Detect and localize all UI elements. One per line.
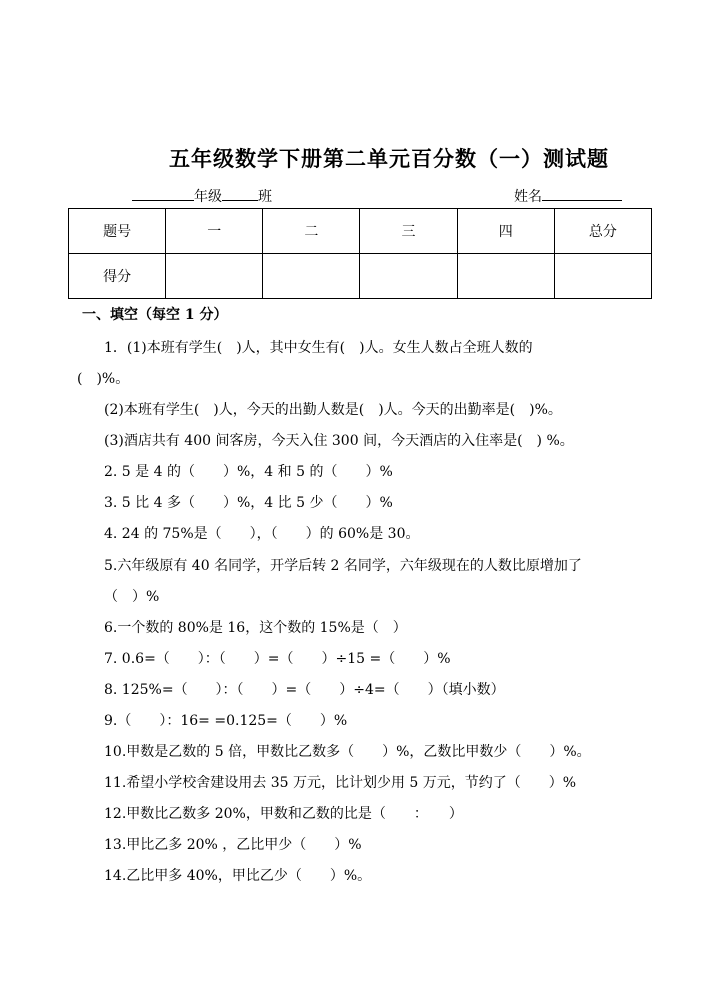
name-blank[interactable] <box>542 186 622 201</box>
question-item: 2. 5 是 4 的（ ）%，4 和 5 的（ ）% <box>104 464 393 480</box>
question-item: 7. 0.6=（ ）：（ ）=（ ）÷15 =（ ）% <box>104 651 451 667</box>
table-cell: 一 <box>166 209 263 254</box>
question-item: 3. 5 比 4 多（ ）%，4 比 5 少（ ）% <box>104 495 393 511</box>
grade-class-line <box>132 186 272 206</box>
question-item: 13.甲比乙多 20% ，乙比甲少（ ）% <box>104 837 362 853</box>
class-label: 班 <box>258 189 272 205</box>
class-blank[interactable] <box>222 186 258 201</box>
question-item: 11.希望小学校舍建设用去 35 万元，比计划少用 5 万元，节约了（ ）% <box>104 775 577 791</box>
question-item: 9.（ ）：16= =0.125=（ ）% <box>104 713 348 729</box>
page-title: 五年级数学下册第二单元百分数（一）测试题 <box>169 146 609 171</box>
table-cell: 四 <box>457 209 554 254</box>
table-cell: 得分 <box>69 254 166 299</box>
score-input-cell[interactable] <box>360 254 457 299</box>
question-item: 6.一个数的 80%是 16，这个数的 15%是（ ） <box>104 620 407 636</box>
question-item: （ ）% <box>104 589 160 605</box>
table-cell: 总分 <box>554 209 651 254</box>
grade-blank[interactable] <box>132 186 194 201</box>
section-heading: 一、填空（每空 1 分） <box>82 307 228 323</box>
score-input-cell[interactable] <box>554 254 651 299</box>
question-item: (3)酒店共有 400 间客房，今天入住 300 间，今天酒店的入住率是( ) %。 <box>104 433 574 449</box>
score-input-cell[interactable] <box>263 254 360 299</box>
score-table <box>68 208 652 299</box>
question-item: 10.甲数是乙数的 5 倍，甲数比乙数多（ ）%，乙数比甲数少（ ）%。 <box>104 744 591 760</box>
name-line <box>514 186 622 206</box>
score-table-header-row <box>69 209 652 254</box>
question-item: 1．(1)本班有学生( )人，其中女生有( )人。女生人数占全班人数的 <box>104 340 533 356</box>
table-cell: 二 <box>263 209 360 254</box>
question-item: 4. 24 的 75%是（ ），（ ）的 60%是 30。 <box>104 526 420 542</box>
name-label: 姓名 <box>514 189 542 205</box>
score-input-cell[interactable] <box>166 254 263 299</box>
question-item: 5.六年级原有 40 名同学，开学后转 2 名同学，六年级现在的人数比原增加了 <box>104 558 582 574</box>
question-item: 14.乙比甲多 40%，甲比乙少（ ）%。 <box>104 868 372 884</box>
question-item: 8. 125%=（ ）：（ ）=（ ）÷4=（ ）（填小数） <box>104 682 505 698</box>
question-item: ( )%。 <box>77 371 130 387</box>
table-cell: 三 <box>360 209 457 254</box>
grade-label: 年级 <box>194 189 222 205</box>
score-table-score-row <box>69 254 652 299</box>
score-input-cell[interactable] <box>457 254 554 299</box>
question-item: 12.甲数比乙数多 20%，甲数和乙数的比是（ ： ） <box>104 806 463 822</box>
question-item: (2)本班有学生( )人，今天的出勤人数是( )人。今天的出勤率是( )%。 <box>104 402 562 418</box>
table-cell: 题号 <box>69 209 166 254</box>
